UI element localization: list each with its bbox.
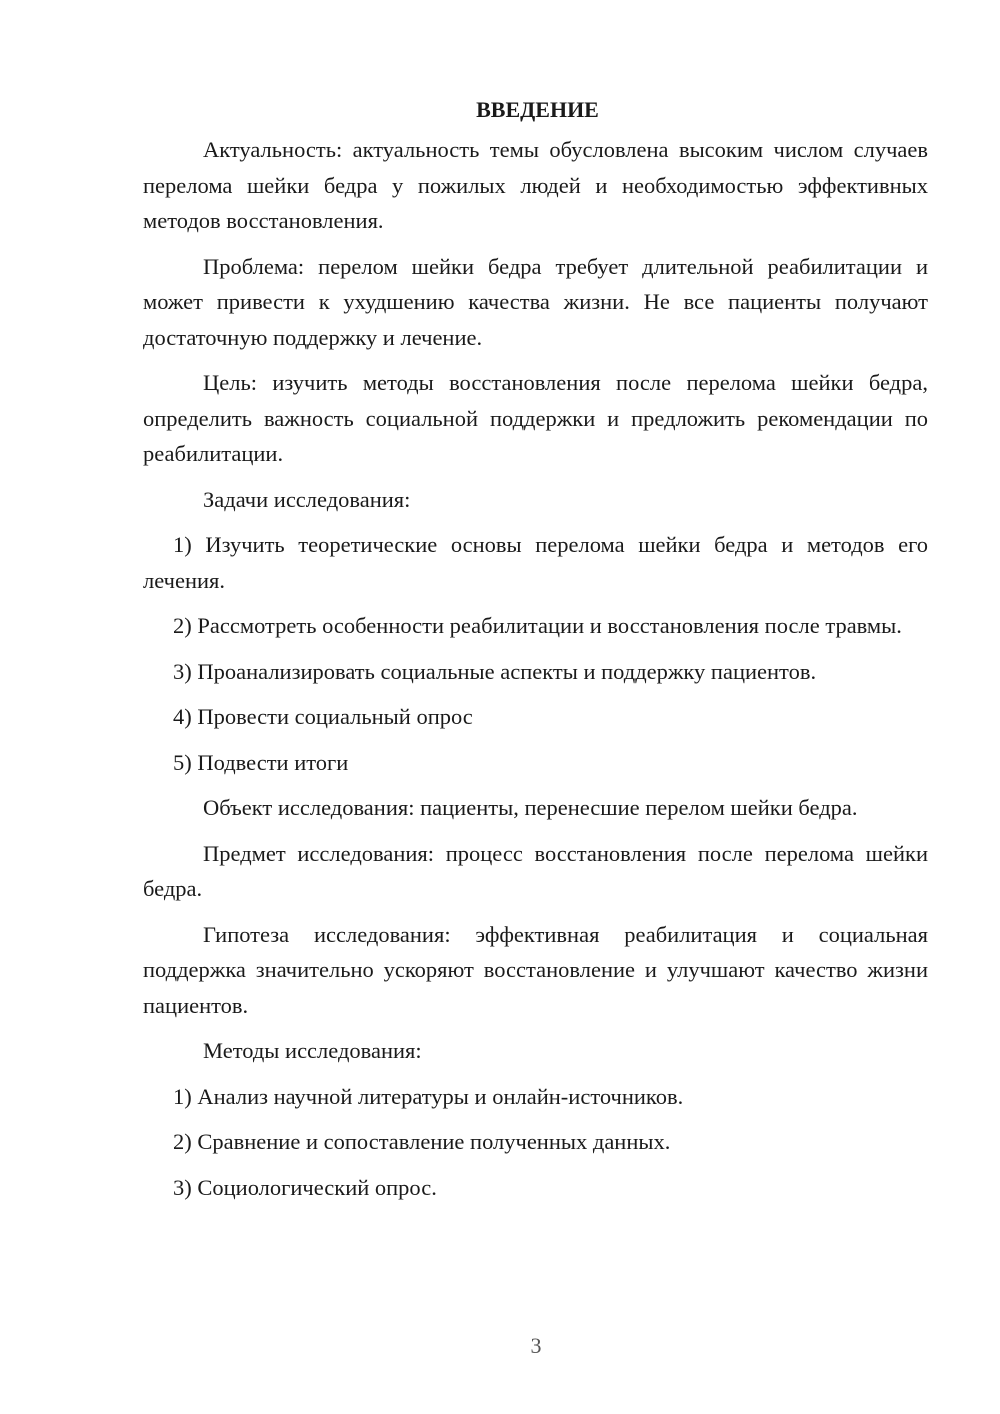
task-item: 3) Проанализировать социальные аспекты и поддержку пациентов. [173,658,817,684]
tasks-heading: Задачи исследования: [203,486,411,512]
task-item: 1) Изучить теоретические основы перелома шейки бедра и методов его лечения. [143,532,928,593]
task-item: 4) Провести социальный опрос [173,704,473,729]
object-paragraph: Объект исследования: пациенты, перенесшие перелом шейки бедра. [203,795,858,820]
method-item: 1) Анализ научной литературы и онлайн-источников. [173,1083,684,1109]
relevance-paragraph: Актуальность: актуальность темы обусловлена высоким числом случаев перелома шейки бедра у пожилых людей и необходимостью эффективных методов восстановления. [143,137,928,233]
page-number: 3 [530,1333,542,1358]
methods-heading: Методы исследования: [203,1038,422,1063]
section-title: ВВЕДЕНИЕ [476,97,599,122]
method-item: 3) Социологический опрос. [173,1174,437,1200]
task-item: 2) Рассмотреть особенности реабилитации и восстановления после травмы. [173,613,902,638]
document-page [143,88,928,1215]
hypothesis-paragraph: Гипотеза исследования: эффективная реабилитация и социальная поддержка значительно ускоряют восстановление и улучшают качество жизни пациентов. [143,921,928,1018]
problem-paragraph: Проблема: перелом шейки бедра требует длительной реабилитации и может привести к ухудшению качества жизни. Не все пациенты получают достаточную поддержку и лечение. [143,253,928,350]
subject-paragraph: Предмет исследования: процесс восстановления после перелома шейки бедра. [143,840,928,901]
task-item: 5) Подвести итоги [173,749,349,775]
goal-paragraph: Цель: изучить методы восстановления после перелома шейки бедра, определить важность социальной поддержки и предложить рекомендации по реабилитации. [143,370,928,466]
method-item: 2) Сравнение и сопоставление полученных данных. [173,1129,671,1154]
